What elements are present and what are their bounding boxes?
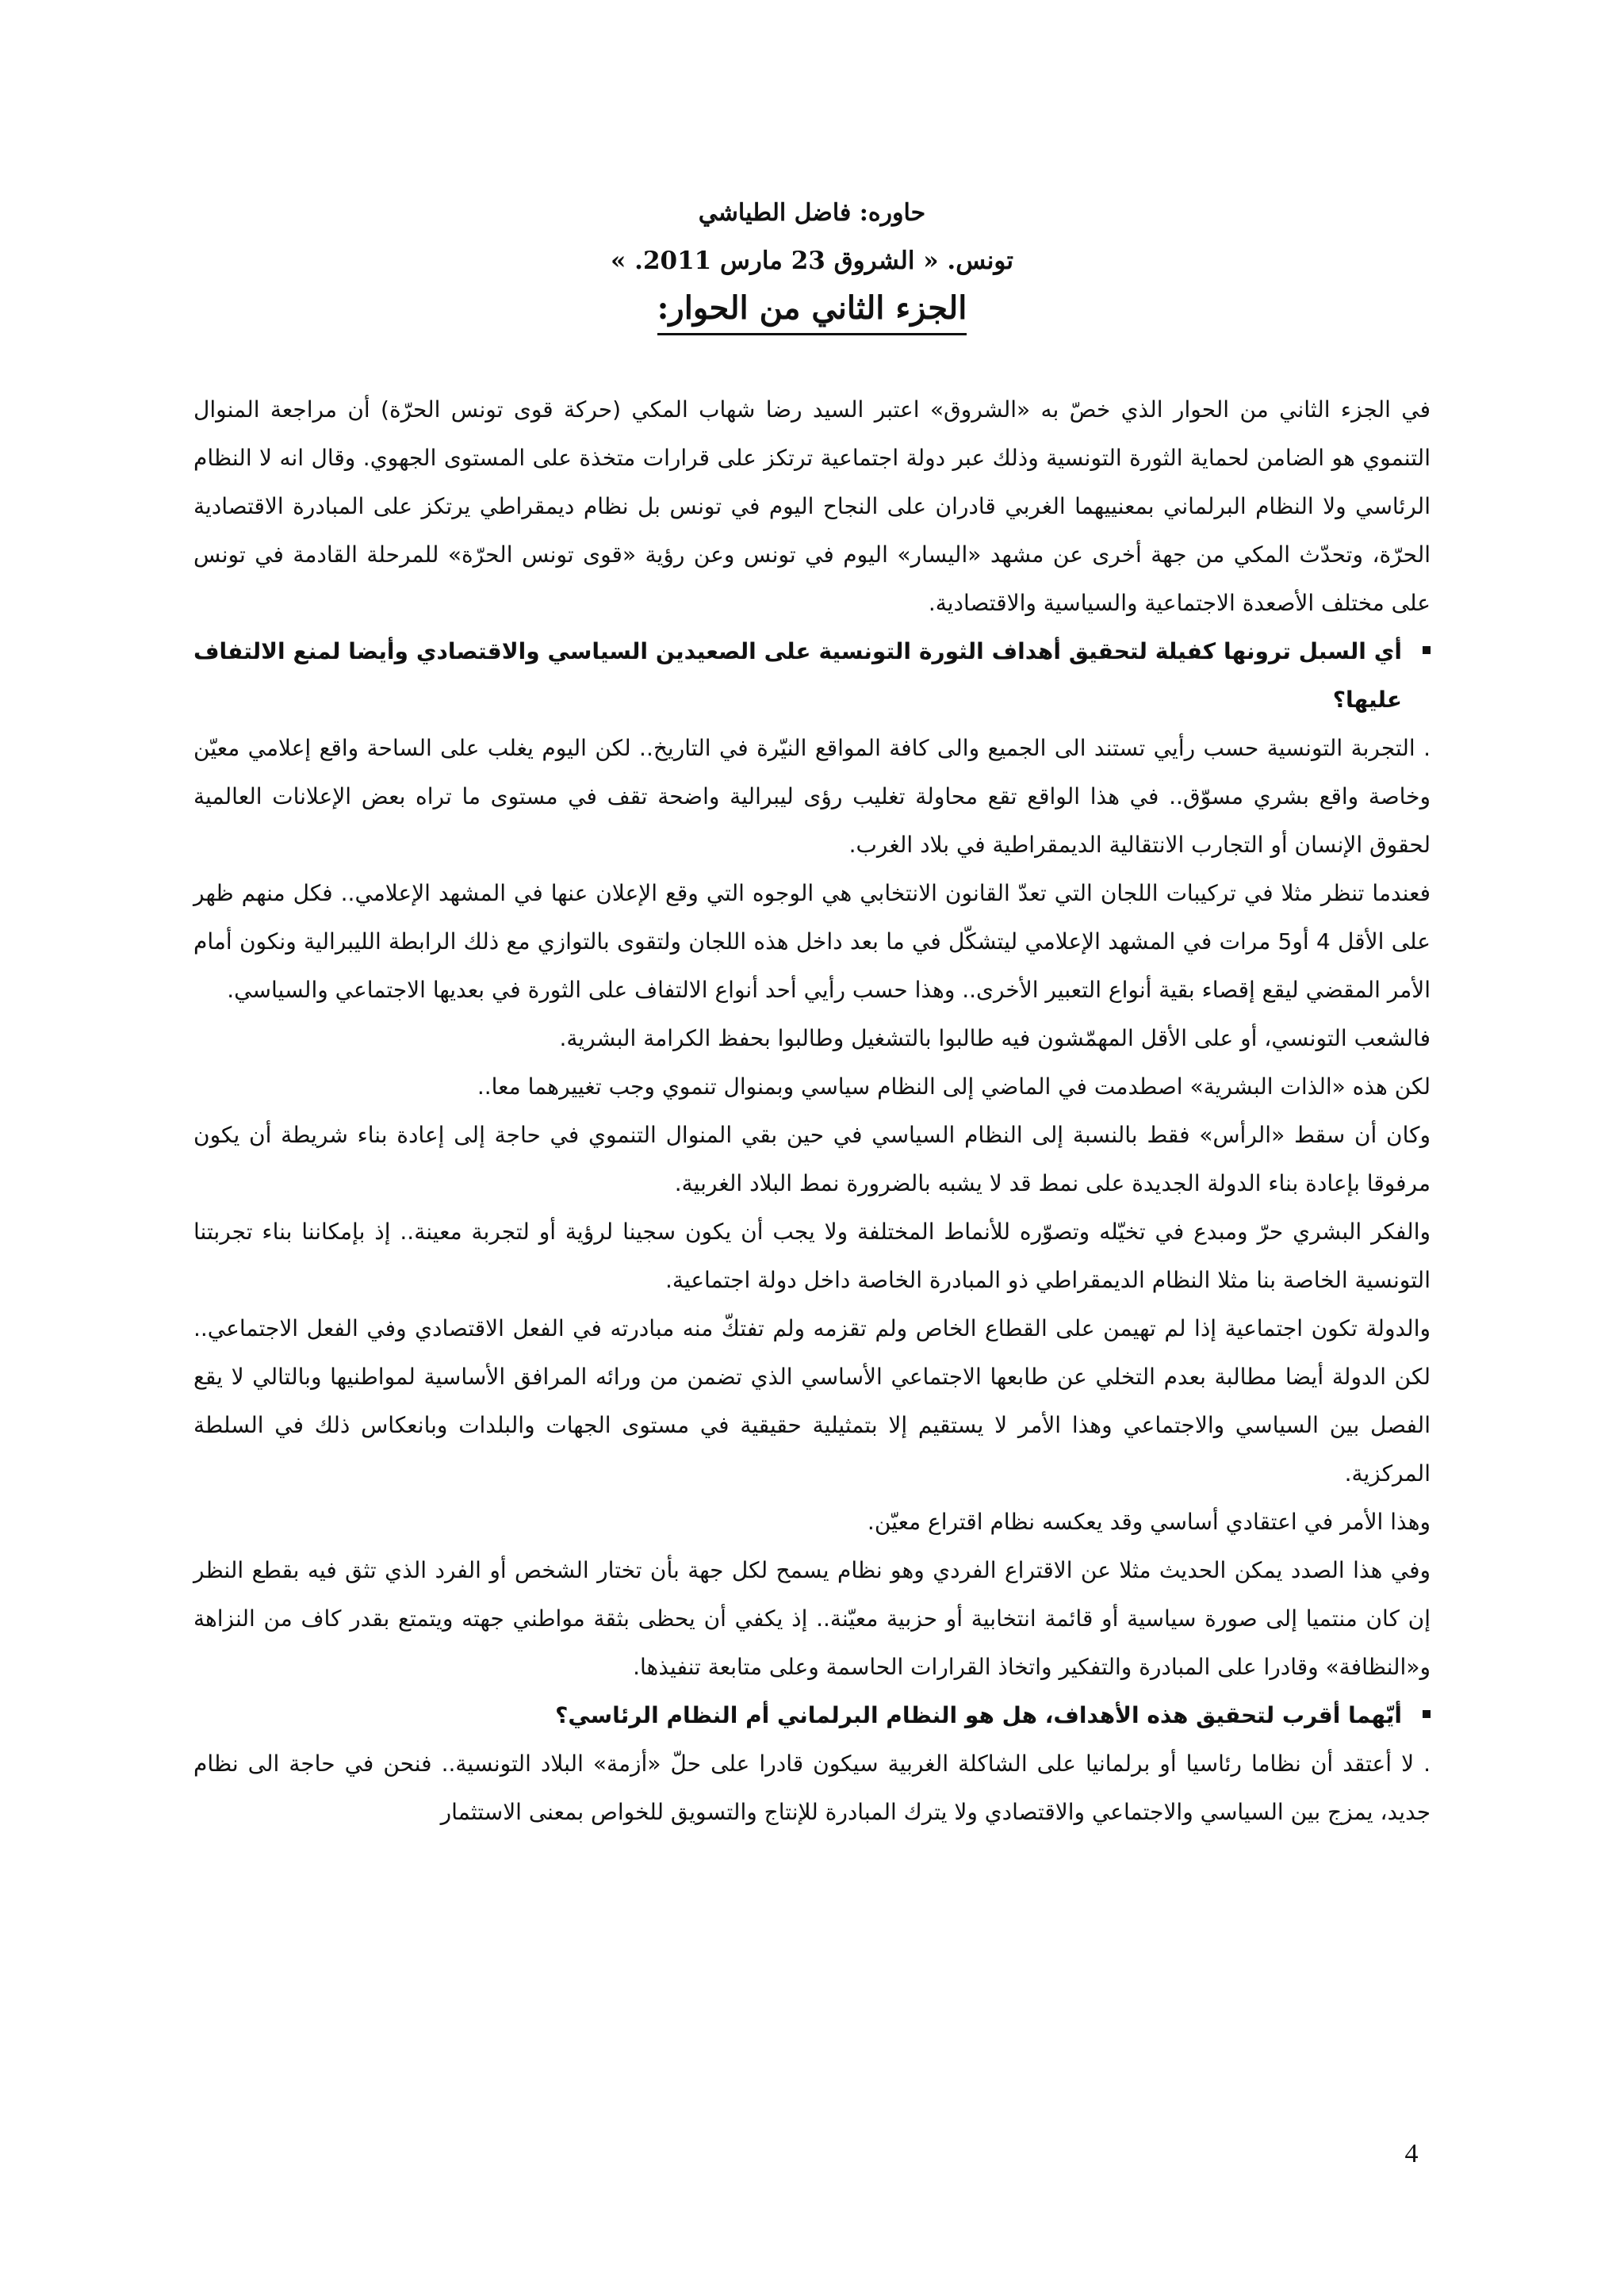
answer-paragraph-9: وفي هذا الصدد يمكن الحديث مثلا عن الاقتراع الفردي وهو نظام يسمح لكل جهة بأن تختار الشخص أو الفرد الذي تثق فيه بقطع النظر إن كان منتميا إلى صورة سياسية أو قائمة انتخابية أو حزبية معيّنة.. إذ يكفي أن يحظى بثقة مواطني جهته ويتمتع بقدر كاف من النزاهة و«النظافة» وقادرا على المبادرة والتفكير واتخاذ القرارات الحاسمة وعلى متابعة تنفيذها. <box>193 1557 1431 1680</box>
question-2-text: أيّهما أقرب لتحقيق هذه الأهداف، هل هو النظام البرلماني أم النظام الرئاسي؟ <box>555 1702 1402 1728</box>
answer-paragraph-5: وكان أن سقط «الرأس» فقط بالنسبة إلى النظام السياسي في حين بقي المنوال التنموي في حاجة إلى إعادة بناء شريطة أن يكون مرفوقا بإعادة بناء الدولة الجديدة على نمط قد لا يشبه بالضرورة نمط البلاد الغربية. <box>193 1122 1431 1196</box>
square-bullet-icon <box>1423 1710 1431 1718</box>
part-title: الجزء الثاني من الحوار: <box>657 289 967 335</box>
square-bullet-icon <box>1423 646 1431 654</box>
question-1 <box>193 627 1431 724</box>
question-2 <box>193 1691 1431 1739</box>
answer-paragraph-7: والدولة تكون اجتماعية إذا لم تهيمن على القطاع الخاص ولم تقزمه ولم تفتكّ منه مبادرته في الفعل الاقتصادي وفي الفعل الاجتماعي.. لكن الدولة أيضا مطالبة بعدم التخلي عن طابعها الاجتماعي الأساسي الذي تضمن من ورائه المرافق الأساسية لمواطنيها وبالتالي لا يقع الفصل بين السياسي والاجتماعي وهذا الأمر لا يستقيم إلا بتمثيلية حقيقية في مستوى الجهات والبلدات وبانعكاس ذلك في السلطة المركزية. <box>193 1315 1431 1487</box>
answer-paragraph-1: . التجربة التونسية حسب رأيي تستند الى الجميع والى كافة المواقع النيّرة في التاريخ.. لكن اليوم يغلب على الساحة واقع إعلامي معيّن وخاصة واقع بشري مسوّق.. في هذا الواقع تقع محاولة تغليب رؤى ليبرالية واضحة تقف في مستوى ما تراه بعض الإعلانات العالمية لحقوق الإنسان أو التجارب الانتقالية الديمقراطية في بلاد الغرب. <box>193 735 1431 858</box>
answer-paragraph-10: . لا أعتقد أن نظاما رئاسيا أو برلمانيا على الشاكلة الغربية سيكون قادرا على حلّ «أزمة» البلاد التونسية.. فنحن في حاجة الى نظام جديد، يمزج بين السياسي والاجتماعي والاقتصادي ولا يترك المبادرة للإنتاج والتسويق للخواص بمعنى الاستثمار <box>193 1751 1431 1825</box>
article-header <box>0 198 1624 335</box>
article-body <box>193 385 1431 1836</box>
intro-paragraph: في الجزء الثاني من الحوار الذي خصّ به «الشروق» اعتبر السيد رضا شهاب المكي (حركة قوى تونس الحرّة) أن مراجعة المنوال التنموي هو الضامن لحماية الثورة التونسية وذلك عبر دولة اجتماعية ترتكز على قرارات متخذة على المستوى الجهوي. وقال انه لا النظام الرئاسي ولا النظام البرلماني بمعنييهما الغربي قادران على النجاح اليوم في تونس بل نظام ديمقراطي يرتكز على المبادرة الاقتصادية الحرّة، وتحدّث المكي من جهة أخرى عن مشهد «اليسار» اليوم في تونس وعن رؤية «قوى تونس الحرّة» للمرحلة القادمة في تونس على مختلف الأصعدة الاجتماعية والسياسية والاقتصادية. <box>193 396 1431 616</box>
question-1-text: أي السبل ترونها كفيلة لتحقيق أهداف الثورة التونسية على الصعيدين السياسي والاقتصادي وأيضا لمنع الالتفاف عليها؟ <box>193 638 1402 713</box>
answer-paragraph-2: فعندما تنظر مثلا في تركيبات اللجان التي تعدّ القانون الانتخابي هي الوجوه التي وقع الإعلان عنها في المشهد الإعلامي.. فكل منهم ظهر على الأقل 4 أو5 مرات في المشهد الإعلامي ليتشكّل في ما بعد داخل هذه اللجان ولتقوى بالتوازي مع ذلك الرابطة الليبرالية ونكون أمام الأمر المقضي ليقع إقصاء بقية أنواع التعبير الأخرى.. وهذا حسب رأيي أحد أنواع الالتفاف على الثورة في بعديها الاجتماعي والسياسي. <box>193 880 1431 1003</box>
answer-paragraph-3: فالشعب التونسي، أو على الأقل المهمّشون فيه طالبوا بالتشغيل وطالبوا بحفظ الكرامة البشرية. <box>559 1025 1431 1051</box>
page-number: 4 <box>1404 2139 1419 2168</box>
interviewer-line: حاوره: فاضل الطياشي <box>698 199 926 227</box>
answer-paragraph-8: وهذا الأمر في اعتقادي أساسي وقد يعكسه نظام اقتراع معيّن. <box>867 1509 1431 1535</box>
answer-paragraph-6: والفكر البشري حرّ ومبدع في تخيّله وتصوّره للأنماط المختلفة ولا يجب أن يكون سجينا لرؤية أو لتجربة معينة.. إذ بإمكاننا بناء تجربتنا التونسية الخاصة بنا مثلا النظام الديمقراطي ذو المبادرة الخاصة داخل دولة اجتماعية. <box>193 1219 1431 1293</box>
source-line: تونس. « الشروق 23 مارس 2011. » <box>610 246 1014 275</box>
answer-paragraph-4: لكن هذه «الذات البشرية» اصطدمت في الماضي إلى النظام سياسي وبمنوال تنموي وجب تغييرهما معا.. <box>477 1073 1431 1100</box>
